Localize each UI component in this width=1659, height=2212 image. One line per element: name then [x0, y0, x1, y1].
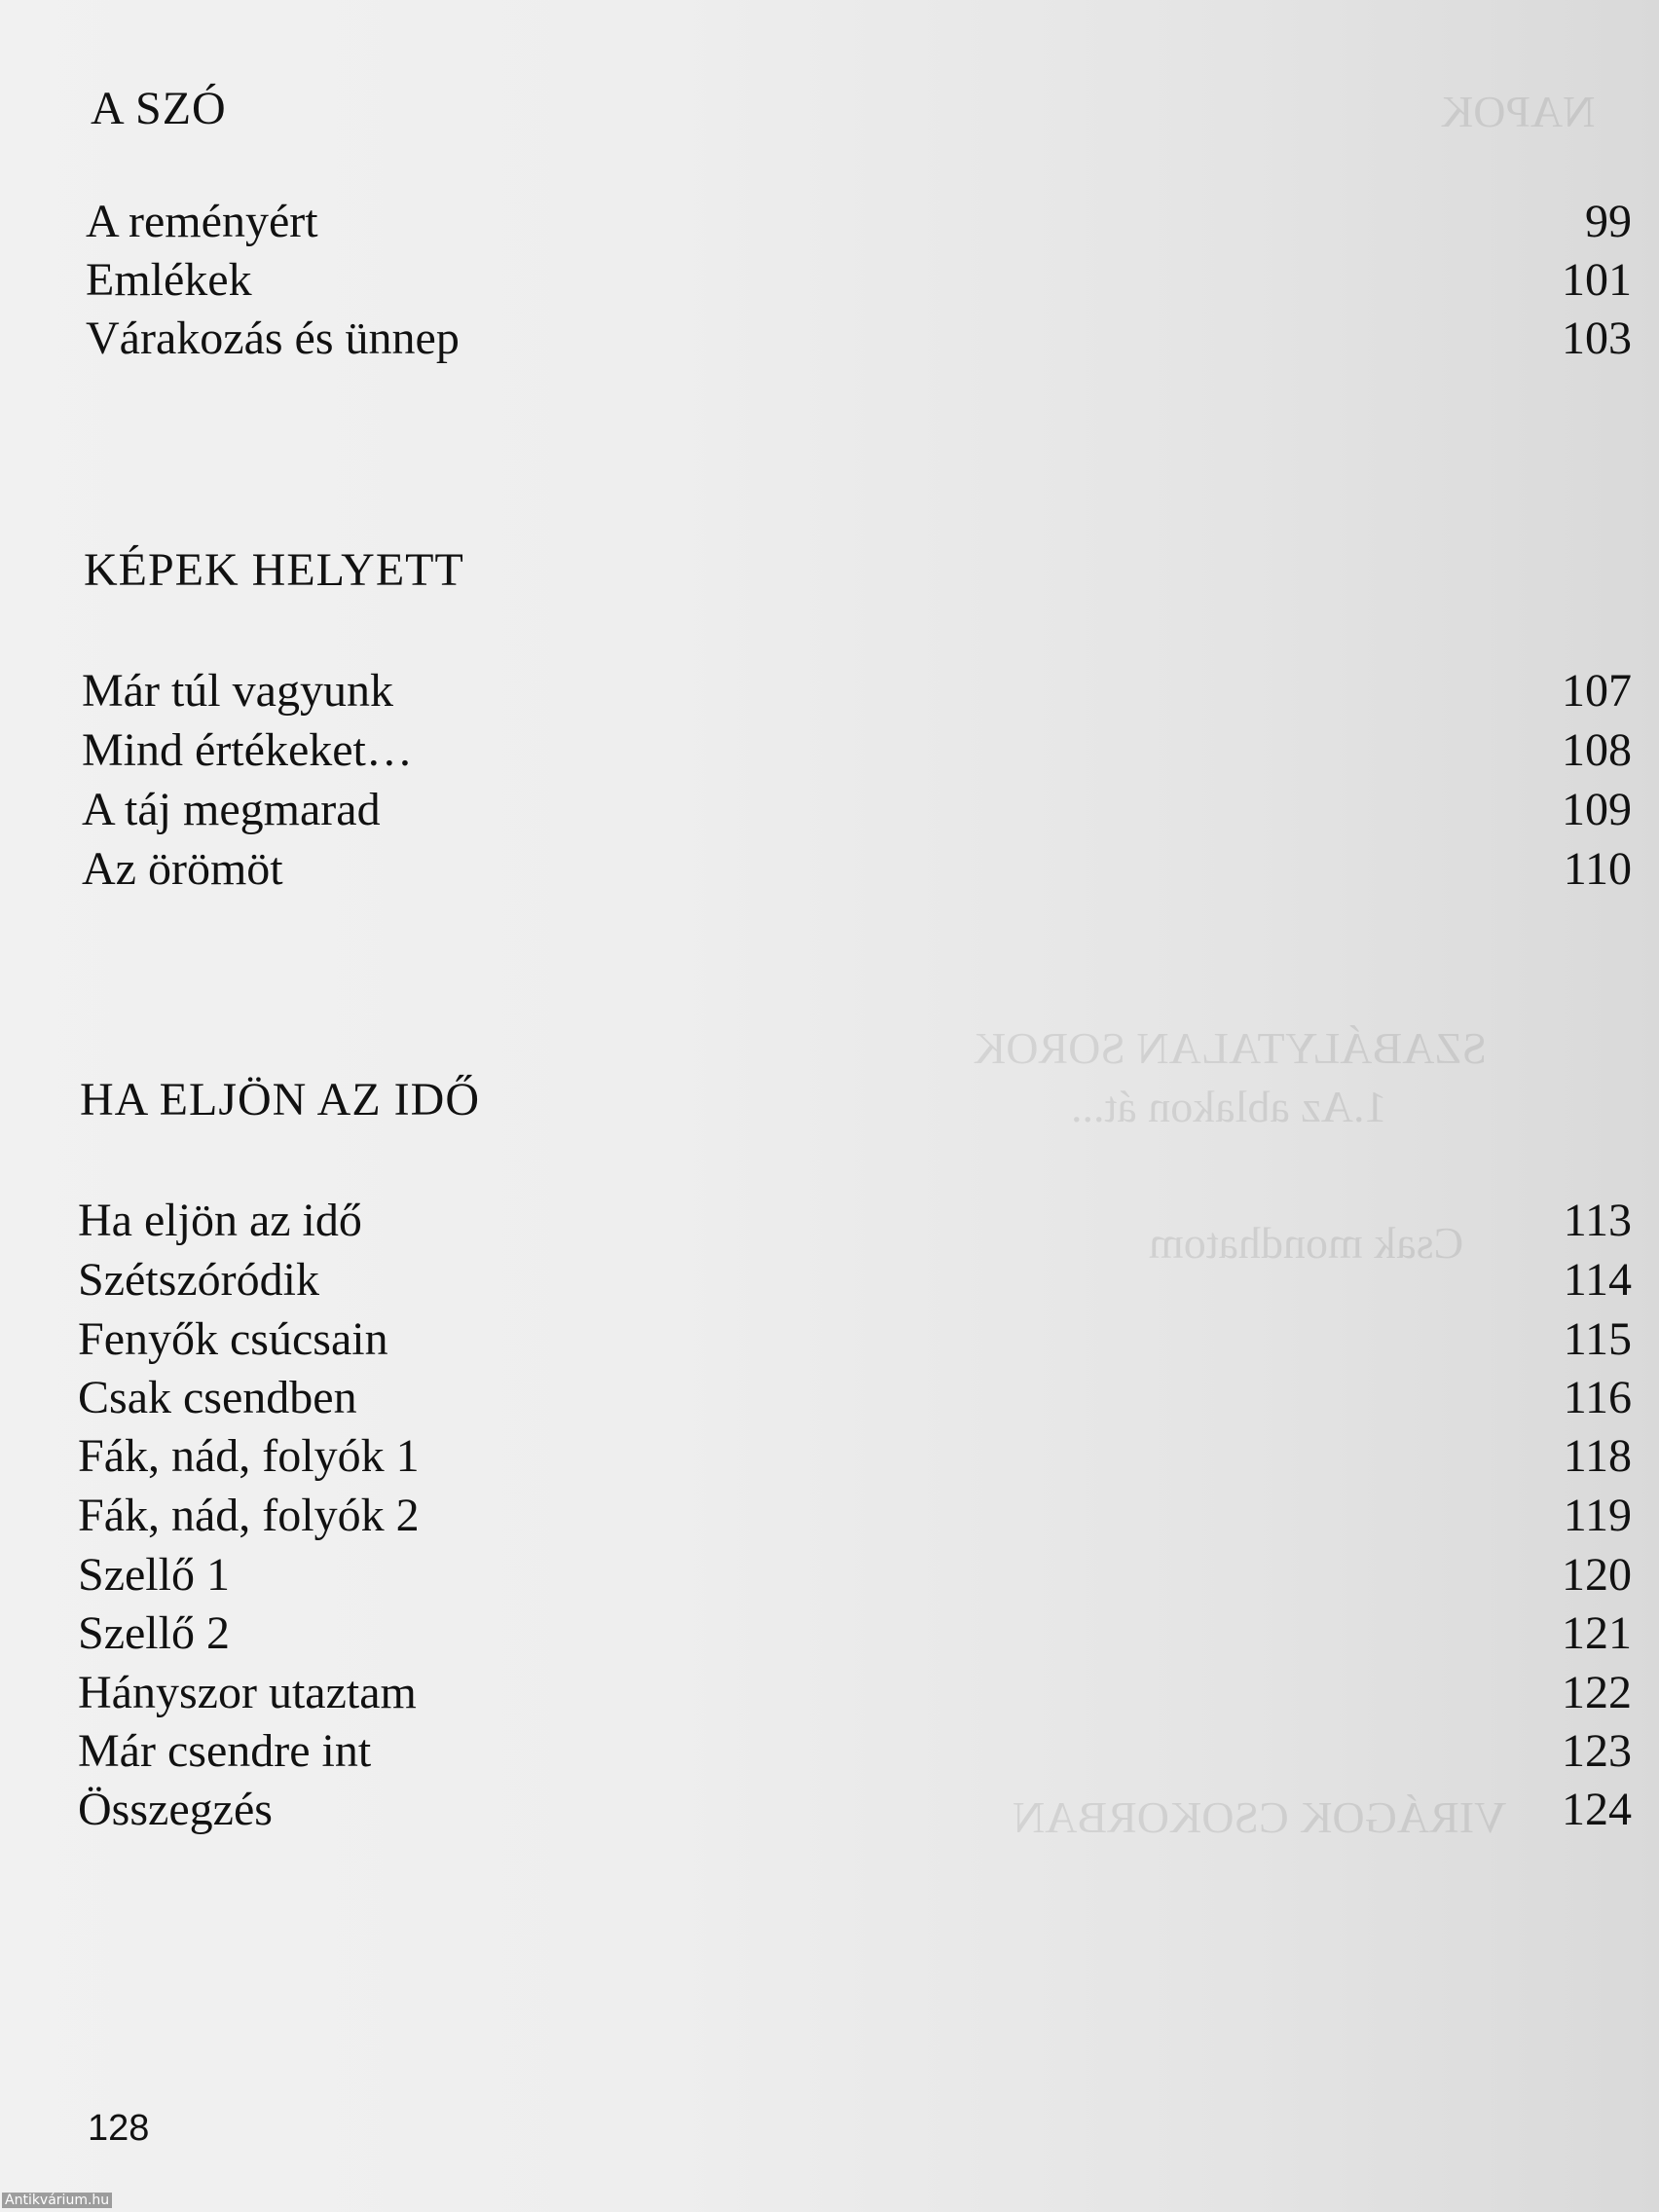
section-heading: A SZÓ — [91, 83, 227, 134]
book-page: NAPOK SZABÁLYTALAN SOROK VIRÁGOK CSOKORBAN 1.Az ablakon át... Csak mondhatom A SZÓ A reményért 99 Emlékek 101 Várakozás és ünnep 103 KÉPEK HELYETT Már túl vagyunk 107 Mind értékeket… 108 A táj megmarad 109 Az örömöt 110 HA ELJÖN AZ IDŐ Ha eljön az idő 113 Szétszóródik 114 Fenyők csúcsain 115 Csak csendben 116 Fák, nád, folyók 1 118 Fák, nád, folyók 2 119 Szellő 1 120 Szellő 2 121 Hányszor utaztam 122 Már csendre int 123 Összegzés 124 128 Antikvárium.hu — [0, 0, 1659, 2212]
entry-page-number: 114 — [1563, 1254, 1632, 1306]
entry-page-number: 119 — [1563, 1490, 1632, 1541]
entry-page-number: 110 — [1563, 843, 1632, 895]
entry-title: Várakozás és ünnep — [86, 313, 460, 364]
toc-entry — [0, 1724, 1659, 1783]
entry-title: Fák, nád, folyók 2 — [78, 1490, 420, 1541]
entry-title: Mind értékeket… — [82, 724, 413, 776]
entry-page-number: 99 — [1585, 196, 1632, 247]
toc-entry — [0, 1429, 1659, 1488]
entry-title: Hányszor utaztam — [78, 1667, 417, 1718]
section-heading: KÉPEK HELYETT — [84, 544, 464, 596]
toc-entry — [0, 1371, 1659, 1429]
entry-title: Emlékek — [86, 254, 252, 306]
entry-title: A táj megmarad — [82, 784, 381, 835]
toc-entry — [0, 1489, 1659, 1547]
entry-title: Szétszóródik — [78, 1254, 319, 1306]
entry-page-number: 122 — [1562, 1667, 1632, 1718]
entry-page-number: 115 — [1563, 1313, 1632, 1365]
toc-entry — [0, 1194, 1659, 1252]
toc-entry — [0, 783, 1659, 841]
entry-title: Már túl vagyunk — [82, 665, 393, 717]
toc-entry — [0, 1312, 1659, 1371]
entry-page-number: 124 — [1562, 1784, 1632, 1835]
entry-page-number: 116 — [1563, 1372, 1632, 1423]
entry-title: Fák, nád, folyók 1 — [78, 1430, 420, 1482]
toc-entry — [0, 195, 1659, 253]
entry-title: Az örömöt — [82, 843, 283, 895]
entry-page-number: 120 — [1562, 1549, 1632, 1601]
entry-title: Összegzés — [78, 1784, 273, 1835]
entry-title: Szellő 1 — [78, 1549, 230, 1601]
entry-page-number: 109 — [1562, 784, 1632, 835]
toc-entry — [0, 1548, 1659, 1606]
toc-entry — [0, 723, 1659, 782]
entry-page-number: 103 — [1562, 313, 1632, 364]
entry-title: Ha eljön az idő — [78, 1195, 362, 1246]
entry-title: A reményért — [86, 196, 318, 247]
entry-page-number: 118 — [1563, 1430, 1632, 1482]
toc-entry — [0, 1253, 1659, 1311]
toc-entry — [0, 312, 1659, 370]
entry-title: Szellő 2 — [78, 1607, 230, 1659]
toc-entry — [0, 664, 1659, 722]
entry-title: Fenyők csúcsain — [78, 1313, 388, 1365]
toc-entry — [0, 1783, 1659, 1841]
toc-entry — [0, 253, 1659, 312]
entry-page-number: 121 — [1562, 1607, 1632, 1659]
toc-entry — [0, 1606, 1659, 1665]
toc-entry — [0, 1666, 1659, 1724]
section-heading: HA ELJÖN AZ IDŐ — [80, 1074, 480, 1125]
entry-page-number: 123 — [1562, 1725, 1632, 1777]
entry-page-number: 113 — [1563, 1195, 1632, 1246]
watermark: Antikvárium.hu — [2, 2193, 112, 2208]
entry-page-number: 107 — [1562, 665, 1632, 717]
entry-title: Már csendre int — [78, 1725, 372, 1777]
entry-page-number: 108 — [1562, 724, 1632, 776]
toc-entry — [0, 842, 1659, 901]
entry-page-number: 101 — [1562, 254, 1632, 306]
page-number-folio: 128 — [88, 2108, 150, 2149]
entry-title: Csak csendben — [78, 1372, 357, 1423]
